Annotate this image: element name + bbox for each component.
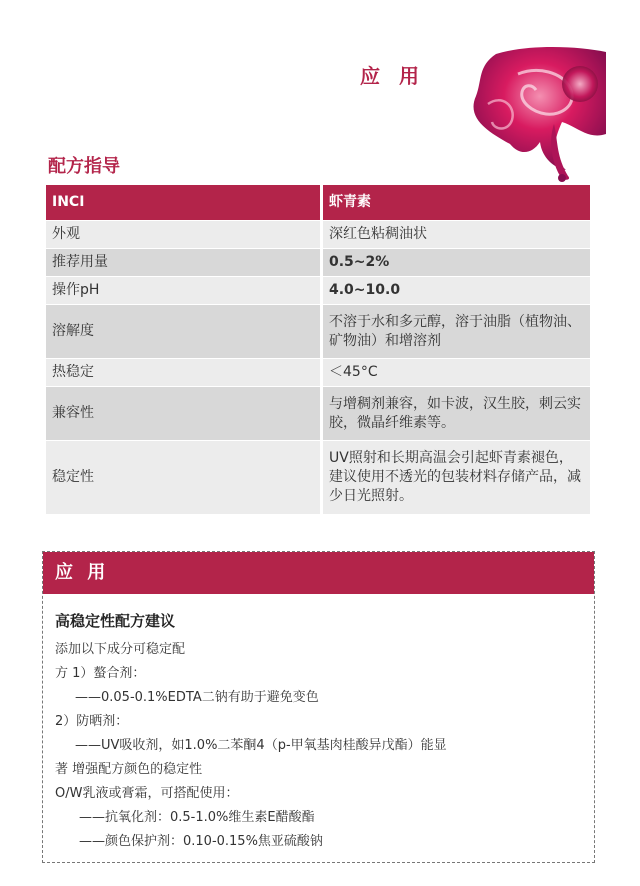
application-line: 添加以下成分可稳定配 (55, 642, 186, 657)
pigment-swirl-image (458, 44, 608, 184)
table-row (46, 305, 590, 359)
application-line: 2）防晒剂： (55, 714, 129, 729)
row-label: 推荐用量 (46, 249, 322, 277)
formulation-spec-table (46, 185, 590, 515)
row-value: 深红色粘稠油状 (322, 221, 591, 249)
application-title: 应 用 (43, 552, 594, 594)
row-label: 兼容性 (46, 387, 322, 441)
header-cell-inci: INCI (46, 185, 322, 221)
row-label: 热稳定 (46, 359, 322, 387)
row-label: 溶解度 (46, 305, 322, 359)
application-line: ——颜色保护剂：0.10-0.15%焦亚硫酸钠 (79, 834, 323, 849)
application-line: O/W乳液或膏霜，可搭配使用： (55, 786, 239, 801)
table-row (46, 249, 590, 277)
row-value: 4.0~10.0 (322, 277, 591, 305)
table-row (46, 359, 590, 387)
application-line: 方 1）螯合剂： (55, 666, 146, 681)
application-line: ——抗氧化剂：0.5-1.0%维生素E醋酸酯 (79, 810, 315, 825)
application-box (42, 551, 595, 863)
table-row (46, 277, 590, 305)
section-title-formulation-guide: 配方指导 (48, 156, 120, 177)
header-cell-astaxanthin: 虾青素 (322, 185, 591, 221)
row-label: 外观 (46, 221, 322, 249)
table-row (46, 387, 590, 441)
row-label: 稳定性 (46, 441, 322, 515)
table-row (46, 221, 590, 249)
application-subtitle: 高稳定性配方建议 (55, 612, 176, 630)
row-value: UV照射和长期高温会引起虾青素褪色，建议使用不透光的包装材料存储产品，减少日光照射。 (322, 441, 591, 515)
application-line: ——UV吸收剂，如1.0%二苯酮4（p-甲氧基肉桂酸异戊酯）能显 (75, 738, 447, 753)
row-value: 与增稠剂兼容，如卡波，汉生胶，刺云实胶，微晶纤维素等。 (322, 387, 591, 441)
row-value: 0.5~2% (322, 249, 591, 277)
application-line: ——0.05-0.1%EDTA二钠有助于避免变色 (75, 690, 319, 705)
row-value: ＜45°C (322, 359, 591, 387)
row-label: 操作pH (46, 277, 322, 305)
table-header-row (46, 185, 590, 221)
application-line: 著 增强配方颜色的稳定性 (55, 762, 203, 777)
table-row (46, 441, 590, 515)
page-heading: 应 用 (360, 64, 425, 88)
row-value: 不溶于水和多元醇，溶于油脂（植物油、矿物油）和增溶剂 (322, 305, 591, 359)
